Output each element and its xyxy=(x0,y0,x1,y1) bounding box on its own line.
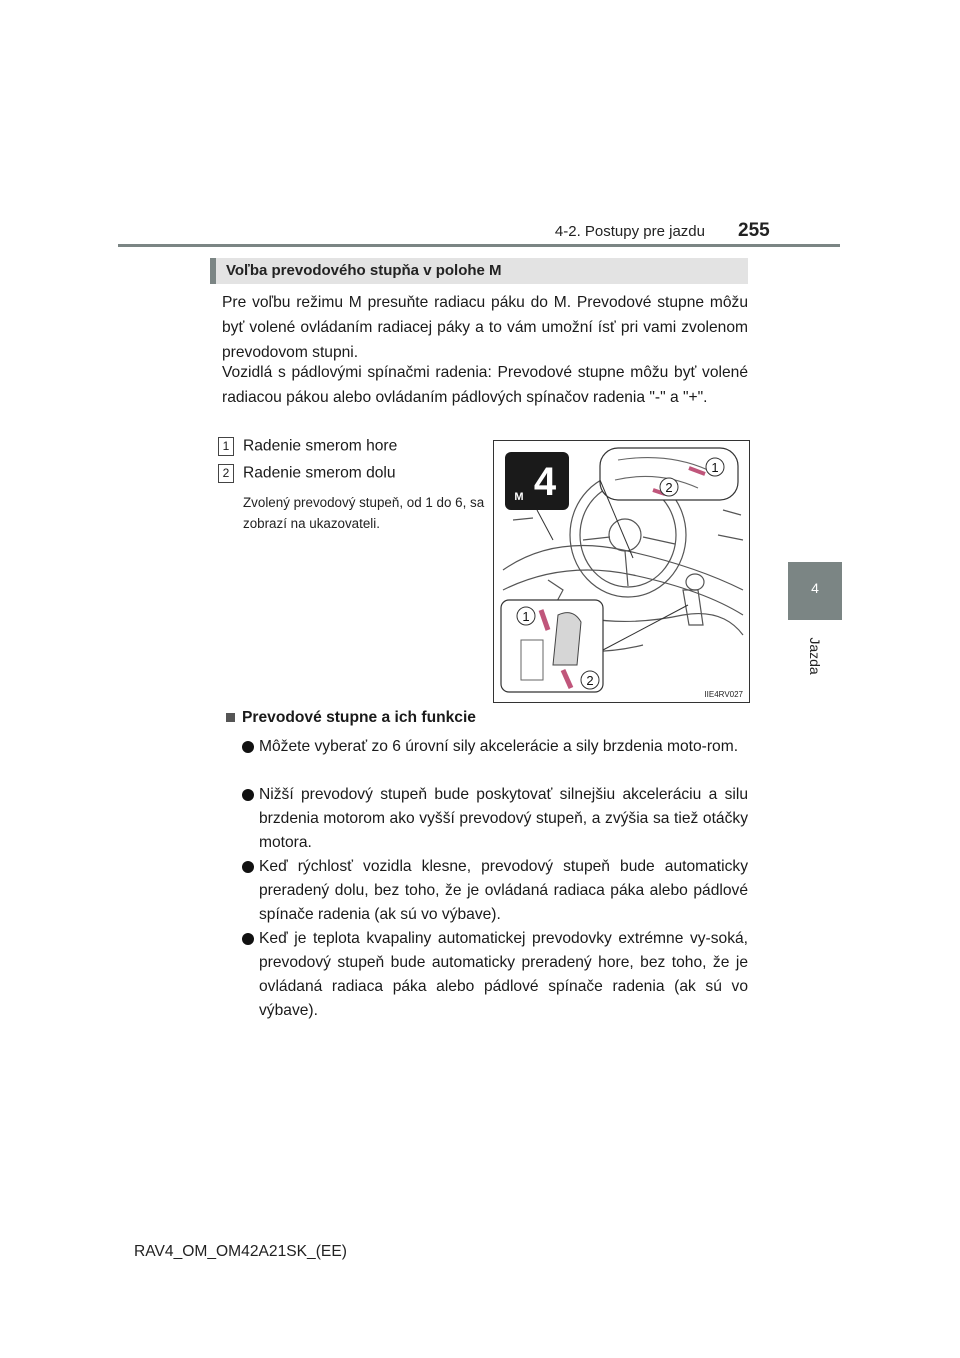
section-heading-bar xyxy=(210,258,748,284)
number-box: 2 xyxy=(218,464,234,483)
subsection-heading xyxy=(226,709,476,727)
bullet-text: Keď rýchlosť vozidla klesne, prevodový stupeň bude automaticky preradený dolu, bez toho, že je ovládaná radiaca páka alebo pádlové spínače radenia (ak sú vo výbave). xyxy=(259,858,748,923)
bullet-dot-icon xyxy=(242,789,254,801)
header-divider xyxy=(118,244,840,247)
bullet-item xyxy=(242,735,748,759)
paragraph: Vozidlá s pádlovými spínačmi radenia: Prevodové stupne môžu byť volené radiacou pákou alebo ovládaním pádlových spínačov radenia "-" a "+". xyxy=(222,364,748,406)
shift-lever-illustration xyxy=(493,440,750,703)
numbered-item xyxy=(218,437,397,456)
bullet-dot-icon xyxy=(242,861,254,873)
figure-code: IIE4RV027 xyxy=(704,690,743,699)
bullet-item xyxy=(242,783,748,855)
paragraph: Pre voľbu režimu M presuňte radiacu páku do M. Prevodové stupne môžu byť volené ovládaním radiacej páky a to vám umožní ísť pri vami zvolenom prevodovom stupni. xyxy=(222,294,748,361)
chapter-tab-label: Jazda xyxy=(807,637,823,675)
display-mode: M xyxy=(514,491,524,503)
bullet-text: Môžete vyberať zo 6 úrovní sily akcelerácie a sily brzdenia moto-rom. xyxy=(259,738,739,755)
numbered-item xyxy=(218,464,396,483)
numbered-item-label: Radenie smerom hore xyxy=(243,437,398,455)
callout-2: 2 xyxy=(586,673,594,688)
bullet-text: Nižší prevodový stupeň bude poskytovať silnejšiu akceleráciu a silu brzdenia motorom ako vyšší prevodový stupeň, a zvýšia sa tiež otáčky motora. xyxy=(259,786,748,851)
chapter-tab-number: 4 xyxy=(811,580,819,596)
section-heading-stripe xyxy=(210,258,216,284)
bullet-dot-icon xyxy=(242,933,254,945)
page-number: 255 xyxy=(738,220,770,241)
numbered-item-label: Radenie smerom dolu xyxy=(243,464,396,482)
callout-1: 1 xyxy=(522,609,530,624)
header-section-title: 4-2. Postupy pre jazdu xyxy=(554,223,705,240)
section-heading: Voľba prevodového stupňa v polohe M xyxy=(226,262,502,279)
bullet-item xyxy=(242,927,748,1023)
note-text: Zvolený prevodový stupeň, od 1 do 6, sa zobrazí na ukazovateli. xyxy=(243,495,485,531)
square-bullet-icon xyxy=(226,713,235,722)
bullet-item xyxy=(242,855,748,927)
bullet-dot-icon xyxy=(242,741,254,753)
footer-doc-code: RAV4_OM_OM42A21SK_(EE) xyxy=(134,1243,347,1260)
callout-1: 1 xyxy=(711,460,719,475)
bullet-text: Keď je teplota kvapaliny automatickej prevodovky extrémne vy-soká, prevodový stupeň bude automaticky preradený hore, bez toho, že je ovládaná radiaca páka alebo pádlové spínače radenia (ak sú vo výbave). xyxy=(259,930,748,1019)
number-box: 1 xyxy=(218,437,234,456)
callout-2: 2 xyxy=(665,480,673,495)
subsection-title: Prevodové stupne a ich funkcie xyxy=(242,709,476,726)
display-gear: 4 xyxy=(533,460,557,504)
